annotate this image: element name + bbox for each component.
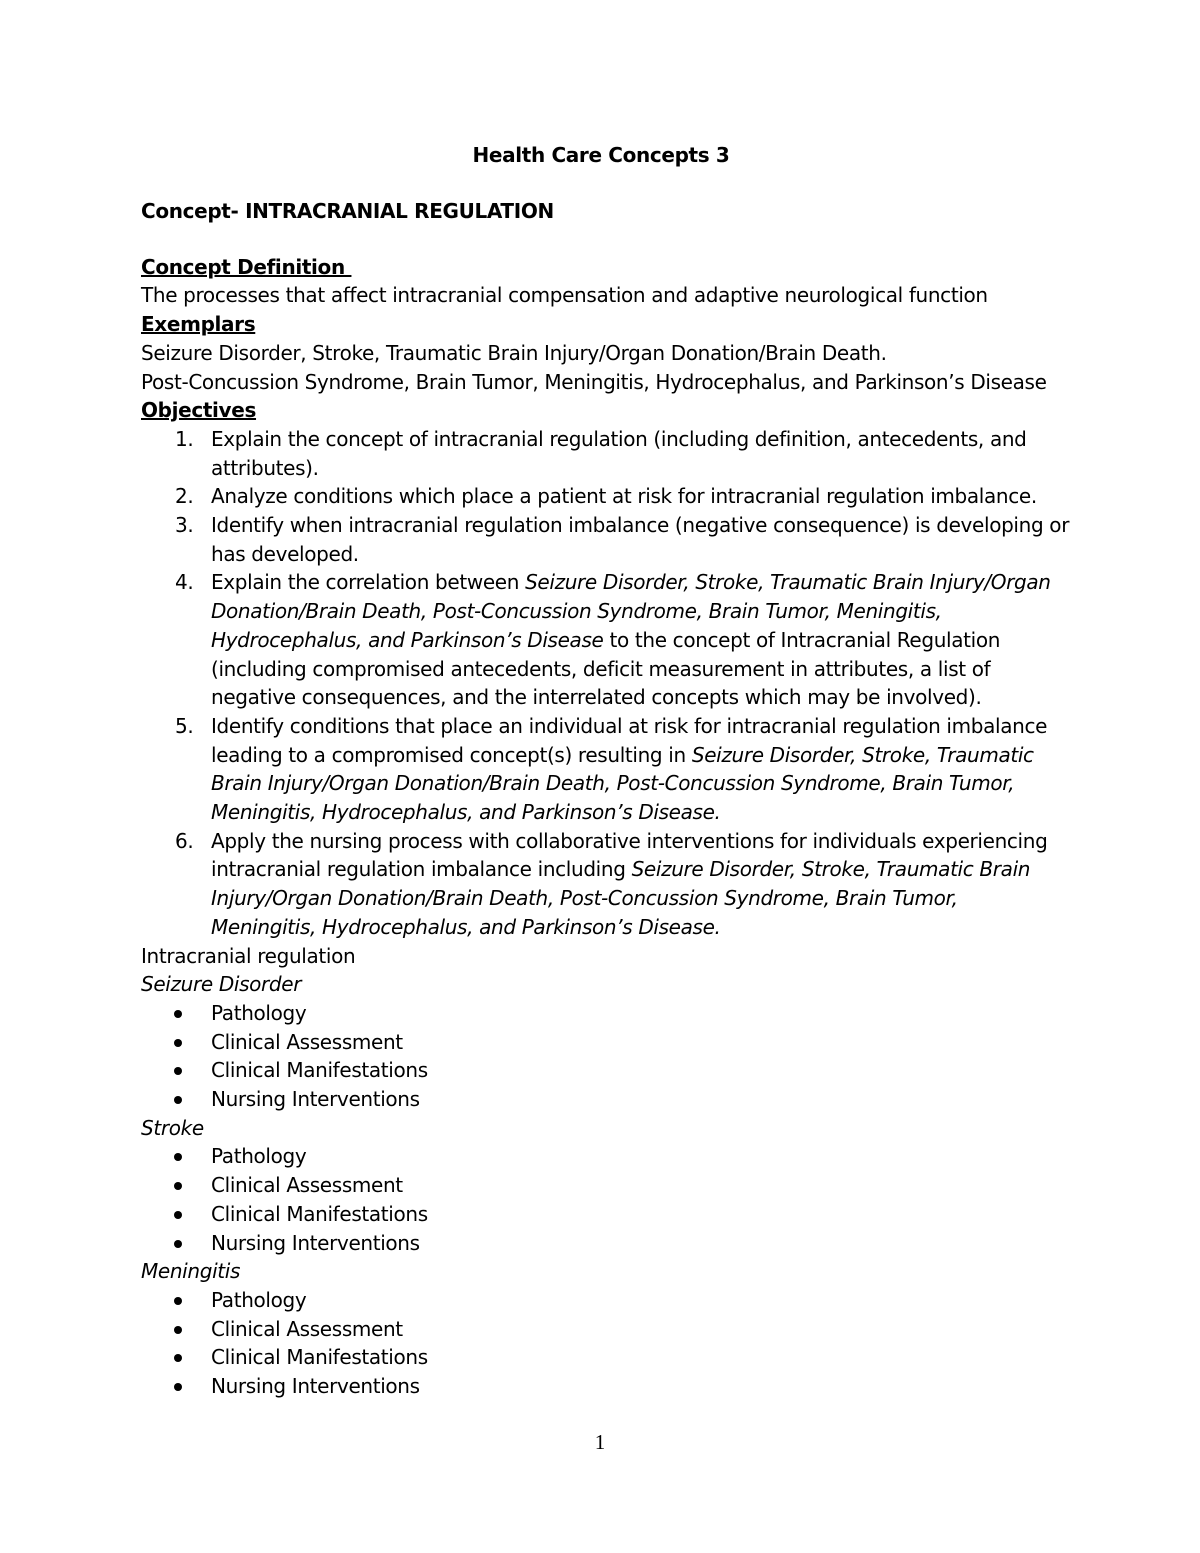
objective-text-italic: Meningitis, Hydrocephalus, and Parkinson’s Disease.: [211, 800, 721, 825]
objective-item: [141, 568, 1061, 712]
list-item-text: Nursing Interventions: [211, 1230, 420, 1255]
objective-text-plain: Explain the correlation between: [211, 570, 526, 595]
objective-text-italic: Seizure Disorder, Stroke, Traumatic Brain Injury/Organ: [525, 570, 1051, 595]
condition-heading: Stroke: [141, 1115, 204, 1140]
list-item-text: Nursing Interventions: [211, 1087, 420, 1112]
exemplars-line-2: Post-Concussion Syndrome, Brain Tumor, Meningitis, Hydrocephalus, and Parkinson’s Disease: [141, 369, 1047, 394]
list-item: [141, 1028, 1061, 1057]
objective-text: Explain the concept of intracranial regulation (including definition, antecedents, and: [211, 426, 1027, 451]
exemplars-heading: Exemplars: [141, 312, 256, 337]
list-item-text: Clinical Assessment: [211, 1029, 403, 1054]
list-item-text: Pathology: [211, 1000, 307, 1025]
objective-text-italic: Seizure Disorder, Stroke, Traumatic Brain: [631, 857, 1031, 882]
list-item: [141, 1343, 1061, 1372]
bullet-icon: [174, 1039, 182, 1047]
objective-text: has developed.: [211, 541, 359, 566]
objective-text-italic: Brain Injury/Organ Donation/Brain Death, Post-Concussion Syndrome, Brain Tumor,: [211, 771, 1015, 796]
list-item: [141, 1142, 1061, 1171]
condition-heading: Meningitis: [141, 1259, 241, 1284]
page-number: 1: [594, 1430, 606, 1454]
list-item-text: Nursing Interventions: [211, 1373, 420, 1398]
objective-text-plain: leading to a compromised concept(s) resulting in: [211, 742, 692, 767]
bullet-icon: [174, 1240, 182, 1248]
objective-item: [141, 511, 1070, 568]
list-item: [141, 1372, 1061, 1401]
list-item-text: Pathology: [211, 1287, 307, 1312]
definition-text: The processes that affect intracranial compensation and adaptive neurological function: [141, 283, 988, 308]
objective-number: 5.: [175, 713, 194, 738]
objective-text: Apply the nursing process with collaborative interventions for individuals experiencing: [211, 828, 1048, 853]
document-title: Health Care Concepts 3: [472, 143, 730, 167]
bullet-icon: [174, 1182, 182, 1190]
condition-heading: Seizure Disorder: [141, 972, 302, 997]
bullet-icon: [174, 1297, 182, 1305]
objective-text: attributes).: [211, 455, 319, 480]
objective-text: negative consequences, and the interrelated concepts which may be involved).: [211, 685, 982, 710]
objective-text-italic: Meningitis, Hydrocephalus, and Parkinson’s Disease.: [211, 914, 721, 939]
objective-text: [211, 741, 1061, 770]
list-item-text: Clinical Manifestations: [211, 1345, 428, 1370]
bullet-icon: [174, 1211, 182, 1219]
list-item: [141, 1056, 1061, 1085]
list-item: [141, 1286, 1061, 1315]
list-item-text: Clinical Assessment: [211, 1173, 403, 1198]
list-item: [141, 1085, 1061, 1114]
objective-number: 4.: [175, 570, 194, 595]
objective-text-plain: to the concept of Intracranial Regulation: [603, 627, 1001, 652]
document-body: [141, 140, 1070, 1401]
objective-item: [141, 712, 1061, 827]
objective-item: [141, 827, 1061, 942]
objective-text: Identify conditions that place an individual at risk for intracranial regulation imbalance: [211, 713, 1048, 738]
condition-topic-list: [141, 1142, 1061, 1257]
bullet-icon: [174, 1354, 182, 1362]
objective-number: 6.: [175, 828, 194, 853]
bullet-icon: [174, 1383, 182, 1391]
objective-number: 1.: [175, 426, 194, 451]
objective-text: Identify when intracranial regulation imbalance (negative consequence) is developing or: [211, 513, 1070, 538]
objective-text-italic: Donation/Brain Death, Post-Concussion Syndrome, Brain Tumor, Meningitis,: [211, 599, 942, 624]
exemplars-line-1: Seizure Disorder, Stroke, Traumatic Brain Injury/Organ Donation/Brain Death.: [141, 340, 887, 365]
list-item-text: Pathology: [211, 1144, 307, 1169]
objective-number: 2.: [175, 484, 194, 509]
bullet-icon: [174, 1153, 182, 1161]
bullet-icon: [174, 1067, 182, 1075]
objective-item: [141, 482, 1061, 511]
concept-heading: Concept- INTRACRANIAL REGULATION: [141, 199, 554, 223]
objective-text: [211, 855, 1061, 884]
list-item-text: Clinical Manifestations: [211, 1058, 428, 1083]
objective-text-plain: intracranial regulation imbalance including: [211, 857, 632, 882]
list-item: [141, 1171, 1061, 1200]
bullet-icon: [174, 1096, 182, 1104]
section-label: Intracranial regulation: [141, 943, 356, 968]
list-item: [141, 1315, 1061, 1344]
objectives-heading: Objectives: [141, 398, 257, 423]
objective-text-italic: Seizure Disorder, Stroke, Traumatic: [691, 742, 1034, 767]
bullet-icon: [174, 1326, 182, 1334]
objective-text: [211, 568, 1061, 597]
objective-item: [141, 425, 1061, 482]
list-item-text: Clinical Manifestations: [211, 1201, 428, 1226]
list-item: [141, 1200, 1061, 1229]
condition-topic-list: [141, 999, 1061, 1114]
list-item: [141, 1229, 1061, 1258]
objective-text: Analyze conditions which place a patient at risk for intracranial regulation imbalance.: [211, 484, 1037, 509]
definition-heading: Concept Definition: [141, 254, 352, 279]
list-item: [141, 999, 1061, 1028]
bullet-icon: [174, 1010, 182, 1018]
condition-topic-list: [141, 1286, 1061, 1401]
objective-text: (including compromised antecedents, deficit measurement in attributes, a list of: [211, 656, 991, 681]
objectives-list: [141, 425, 1070, 942]
objective-number: 3.: [175, 513, 194, 538]
objective-text-italic: Hydrocephalus, and Parkinson’s Disease: [211, 627, 604, 652]
objective-text: [211, 626, 1061, 655]
list-item-text: Clinical Assessment: [211, 1316, 403, 1341]
objective-text-italic: Injury/Organ Donation/Brain Death, Post-Concussion Syndrome, Brain Tumor,: [211, 886, 958, 911]
